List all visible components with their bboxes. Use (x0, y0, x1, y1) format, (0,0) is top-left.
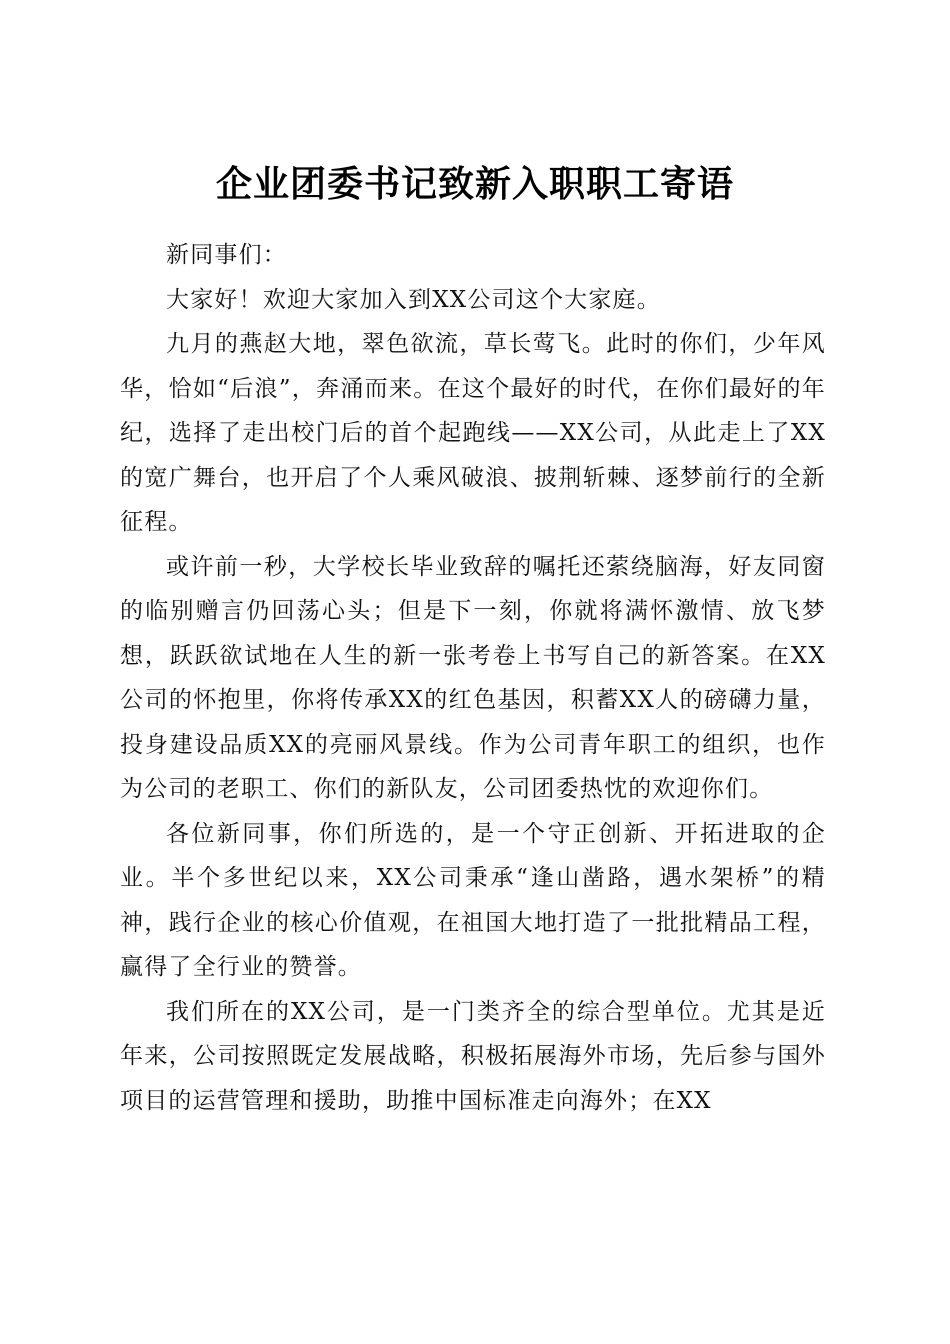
welcome-paragraph: 大家好！欢迎大家加入到XX公司这个大家庭。 (166, 286, 661, 313)
body-paragraph: 或许前一秒，大学校长毕业致辞的嘱托还萦绕脑海，好友同窗的临别赠言仍回荡心头；但是下一刻，你就将满怀激情、放飞梦想，跃跃欲试地在人生的新一张考卷上书写自己的新答案。在XX公司的怀抱里，你将传承XX的红色基因，积蓄XX人的磅礴力量，投身建设品质XX的亮丽风景线。作为公司青年职工的组织，也作为公司的老职工、你们的新队友，公司团委热忱的欢迎你们。 (120, 553, 826, 802)
body-paragraph: 各位新同事，你们所选的，是一个守正创新、开拓进取的企业。半个多世纪以来，XX公司秉承“逢山凿路，遇水架桥”的精神，践行企业的核心价值观，在祖国大地打造了一批批精品工程，赢得了全行业的赞誉。 (120, 820, 826, 980)
greeting-paragraph: 新同事们： (166, 242, 287, 268)
document-body (120, 233, 826, 1123)
body-paragraph: 我们所在的XX公司，是一门类齐全的综合型单位。尤其是近年来，公司按照既定发展战略，积极拓展海外市场，先后参与国外项目的运营管理和援助，助推中国标准走向海外；在XX (120, 998, 826, 1114)
body-paragraph: 九月的燕赵大地，翠色欲流，草长莺飞。此时的你们，少年风华，恰如“后浪”，奔涌而来。在这个最好的时代，在你们最好的年纪，选择了走出校门后的首个起跑线——XX公司，从此走上了XX的宽广舞台，也开启了个人乘风破浪、披荆斩棘、逐梦前行的全新征程。 (120, 331, 826, 535)
document-title: 企业团委书记致新入职职工寄语 (215, 163, 734, 206)
